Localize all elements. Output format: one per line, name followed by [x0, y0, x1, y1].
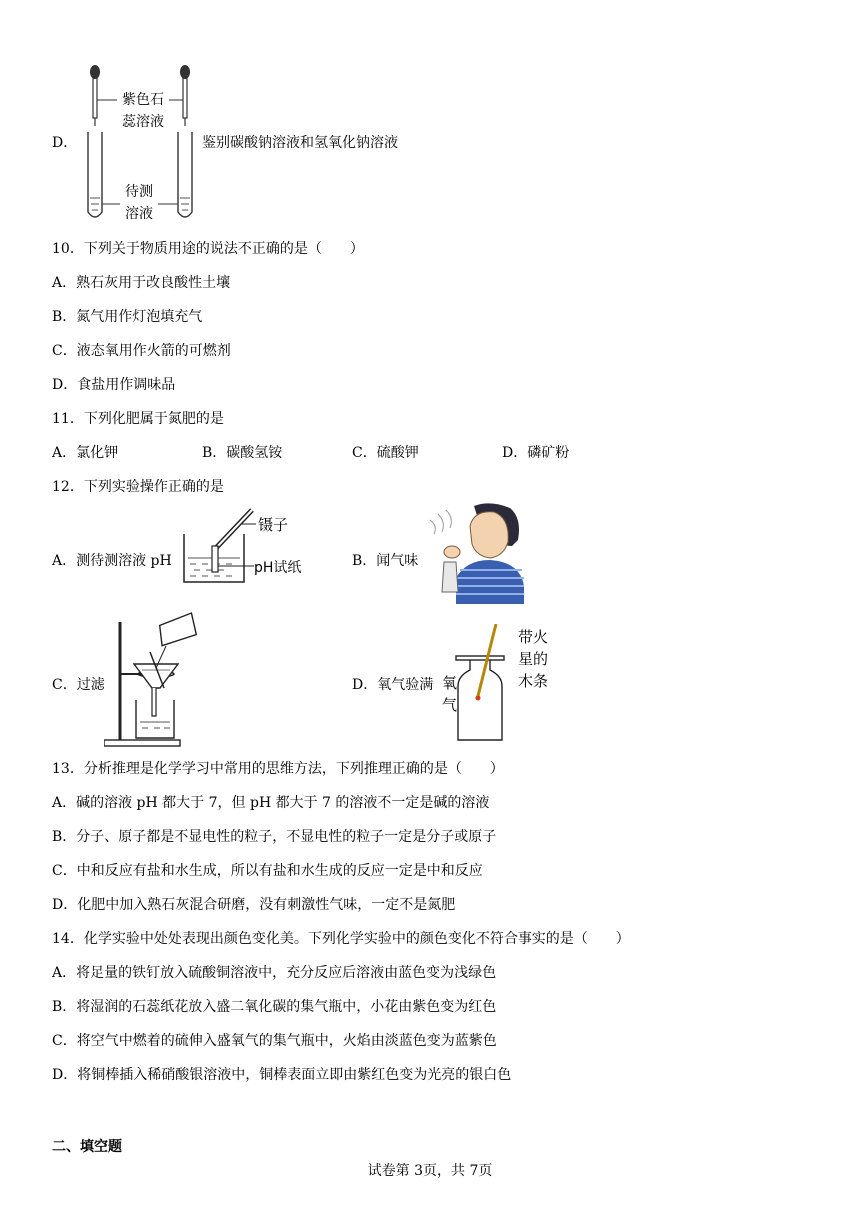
q14-option-d: D．将铜棒插入稀硝酸银溶液中，铜棒表面立即由紫红色变为光亮的银白色 — [52, 1067, 512, 1083]
q13-option-b: B．分子、原子都是不显电性的粒子，不显电性的粒子一定是分子或原子 — [52, 829, 497, 845]
section-heading-fill-in: 二、填空题 — [52, 1139, 122, 1155]
reagent-bottle — [442, 562, 458, 592]
figure-label-test-1: 待测 — [125, 184, 153, 200]
q10-option-c: C．液态氧用作火箭的可燃剂 — [52, 343, 231, 359]
face — [470, 512, 508, 558]
waving-hand — [444, 546, 460, 558]
q13-option-c: C．中和反应有盐和水生成，所以有盐和水生成的反应一定是中和反应 — [52, 863, 483, 879]
right-dropper-bulb — [180, 65, 190, 79]
test-tube-litmus-figure — [72, 60, 200, 226]
q12-stem: 12．下列实验操作正确的是 — [52, 479, 224, 495]
q11-option-d: D．磷矿粉 — [502, 445, 570, 461]
filtration-figure — [104, 612, 216, 748]
q10-stem: 10．下列关于物质用途的说法不正确的是（ ） — [52, 241, 364, 257]
pouring-beaker — [155, 613, 198, 646]
q14-option-c: C．将空气中燃着的硫伸入盛氧气的集气瓶中，火焰由淡蓝色变为蓝紫色 — [52, 1033, 497, 1049]
ph-test-figure — [176, 506, 306, 586]
left-dropper-tube — [93, 78, 97, 118]
page-footer: 试卷第 3页，共 7页 — [367, 1163, 493, 1179]
funnel-stem — [152, 688, 156, 716]
figure-label-litmus-2: 蕊溶液 — [122, 114, 164, 130]
ph-paper — [212, 546, 218, 572]
q10-option-a: A．熟石灰用于改良酸性土壤 — [52, 275, 231, 291]
glass-plate — [456, 656, 504, 660]
q13-stem: 13．分析推理是化学学习中常用的思维方法，下列推理正确的是（ ） — [52, 761, 504, 777]
q11-option-b: B．碳酸氢铵 — [202, 445, 283, 461]
q11-option-a: A．氯化钾 — [52, 445, 119, 461]
label-ph-paper: pH试纸 — [254, 560, 302, 576]
q12-option-c: C．过滤 — [52, 677, 105, 693]
figure-label-litmus-1: 紫色石 — [122, 92, 164, 108]
q12-option-d: D．氧气验满 — [352, 677, 434, 693]
gas-jar — [458, 660, 502, 740]
q9-option-d-letter: D． — [52, 135, 78, 151]
q10-option-d: D．食盐用作调味品 — [52, 377, 176, 393]
label-splint-1: 带火 — [518, 628, 549, 646]
figure-label-test-2: 溶液 — [125, 206, 153, 222]
left-dropper-bulb — [90, 65, 100, 79]
label-oxygen-1: 氧 — [442, 674, 458, 692]
label-tweezers: 镊子 — [258, 516, 289, 534]
stand-base — [104, 740, 180, 746]
q14-stem: 14．化学实验中处处表现出颜色变化美。下列化学实验中的颜色变化不符合事实的是（ ） — [52, 931, 630, 947]
q10-option-b: B．氮气用作灯泡填充气 — [52, 309, 203, 325]
label-splint-2: 星的 — [518, 650, 549, 668]
q14-option-a: A．将足量的铁钉放入硫酸铜溶液中，充分反应后溶液由蓝色变为浅绿色 — [52, 965, 497, 981]
right-dropper-tube — [183, 78, 187, 118]
label-splint-3: 木条 — [518, 672, 549, 690]
q13-option-d: D．化肥中加入熟石灰混合研磨，没有刺激性气味，一定不是氮肥 — [52, 897, 456, 913]
q12-option-a: A．测待测溶液 pH — [52, 553, 172, 569]
q9-option-d-text: 鉴别碳酸钠溶液和氢氧化钠溶液 — [202, 135, 398, 151]
q11-stem: 11．下列化肥属于氮肥的是 — [52, 411, 224, 427]
q11-option-c: C．硫酸钾 — [352, 445, 419, 461]
q14-option-b: B．将湿润的石蕊纸花放入盛二氧化碳的集气瓶中，小花由紫色变为红色 — [52, 999, 497, 1015]
smelling-gas-figure — [426, 500, 526, 608]
oxygen-test-figure — [440, 624, 556, 746]
q12-option-b: B．闻气味 — [352, 553, 419, 569]
q13-option-a: A．碱的溶液 pH 都大于 7，但 pH 都大于 7 的溶液不一定是碱的溶液 — [52, 795, 490, 811]
label-oxygen-2: 气 — [442, 696, 458, 714]
